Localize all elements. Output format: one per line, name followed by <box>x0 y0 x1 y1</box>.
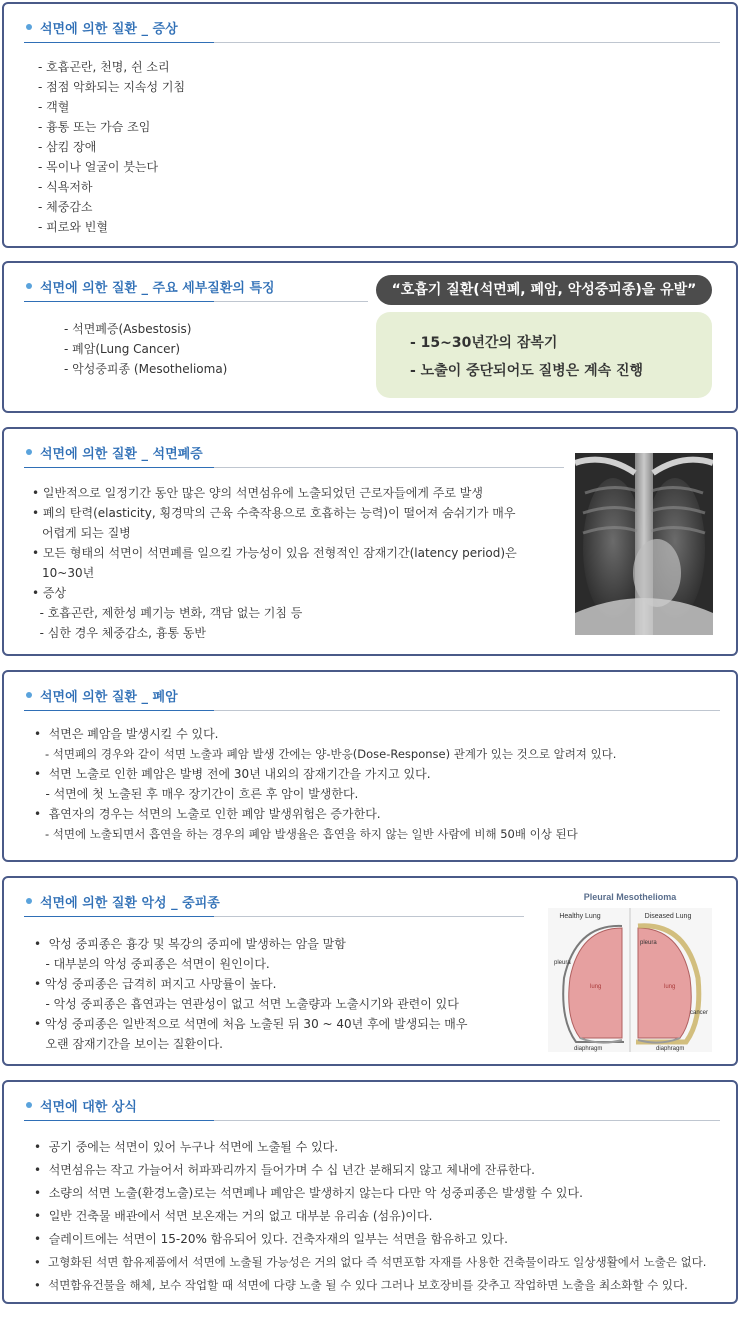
title-underline <box>24 301 368 302</box>
section-title: 석면에 의한 질환 _ 주요 세부질환의 특징 <box>40 281 275 296</box>
list-item: • 석면 노출로 인한 폐암은 발병 전에 30년 내외의 잠재기간을 가지고 있다. <box>34 767 431 781</box>
list-item: - 식욕저하 <box>38 180 93 194</box>
list-item: • 일반 건축물 배관에서 석면 보온재는 거의 없고 대부분 유리솜 (섬유)이다. <box>34 1209 433 1223</box>
bullet-dot-icon <box>26 1102 32 1108</box>
list-item: - 석면폐증(Asbestosis) <box>64 322 192 336</box>
list-item: • 공기 중에는 석면이 있어 누구나 석면에 노출될 수 있다. <box>34 1140 339 1154</box>
lung-cancer-list <box>34 724 724 844</box>
list-item: 오랜 잠재기간을 보이는 질환이다. <box>34 1037 223 1051</box>
latency-box <box>376 312 712 398</box>
list-item: - 목이나 얼굴이 붓는다 <box>38 160 159 174</box>
list-item: • 악성 중피종은 흉강 및 복강의 중피에 발생하는 암을 말함 <box>34 937 346 951</box>
diseased-label: Diseased Lung <box>644 913 692 920</box>
list-item: - 삼킴 장애 <box>38 140 97 154</box>
list-item: • 폐의 탄력(elasticity, 횡경막의 근육 수축작용으로 호흡하는 능력)이 떨어져 숨쉬기가 매우 어렵게 되는 질병 <box>32 506 516 540</box>
knowledge-panel <box>2 1080 738 1304</box>
bullet-dot-icon <box>26 449 32 455</box>
title-underline <box>24 467 564 468</box>
list-item: - 호흡곤란, 제한성 폐기능 변화, 객담 없는 기침 등 <box>32 606 303 620</box>
lung-label: lung <box>664 984 676 990</box>
list-item: - 심한 경우 체중감소, 흉통 동반 <box>32 626 206 640</box>
pleura-label: pleura <box>640 940 657 946</box>
diaphragm-label: diaphragm <box>656 1046 685 1052</box>
list-item: • 모든 형태의 석면이 석면폐를 일으킬 가능성이 있음 전형적인 잠재기간(latency period)은 10~30년 <box>32 546 517 580</box>
list-item: • 슬레이트에는 석면이 15-20% 함유되어 있다. 건축자재의 일부는 석면을 함유하고 있다. <box>34 1232 508 1246</box>
title-underline <box>24 916 524 917</box>
list-item: • 일반적으로 일정기간 동안 많은 양의 석면섬유에 노출되었던 근로자들에게 주로 발생 <box>32 486 483 500</box>
list-item: • 흡연자의 경우는 석면의 노출로 인한 폐암 발생위험은 증가한다. <box>34 807 381 821</box>
box-line: - 15~30년간의 잠복기 <box>410 335 558 351</box>
healthy-label: Healthy Lung <box>559 913 601 920</box>
mesothelioma-list <box>34 934 534 1054</box>
section-title: 석면에 의한 질환 악성 _ 중피종 <box>40 896 220 911</box>
list-item: - 악성 중피종은 흡연과는 연관성이 없고 석면 노출량과 노출시기와 관련이 있다 <box>34 997 459 1011</box>
list-item: • 석면함유건물을 해체, 보수 작업할 때 석면에 다량 노출 될 수 있다 그러나 보호장비를 갖추고 작업하면 노출을 최소화할 수 있다. <box>34 1278 688 1292</box>
list-item: - 호흡곤란, 천명, 쉰 소리 <box>38 60 170 74</box>
quote-banner: “호흡기 질환(석면폐, 폐암, 악성중피종)을 유발” <box>376 275 712 305</box>
section-title: 석면에 의한 질환 _ 증상 <box>40 22 178 37</box>
diaphragm-label: diaphragm <box>574 1046 603 1052</box>
list-item: • 석면섬유는 작고 가늘어서 허파꽈리까지 들어가며 수 십 년간 분해되지 않고 체내에 잔류한다. <box>34 1163 535 1177</box>
list-item: - 체중감소 <box>38 200 93 214</box>
list-item: - 악성중피종 (Mesothelioma) <box>64 362 228 376</box>
title-underline <box>24 1120 720 1121</box>
asbestosis-list <box>32 483 562 643</box>
bullet-dot-icon <box>26 283 32 289</box>
disease-list <box>64 319 227 379</box>
title-underline <box>24 42 720 43</box>
cancer-label: cancer <box>690 1010 709 1016</box>
mesothelioma-diagram <box>540 888 720 1054</box>
list-item: - 객혈 <box>38 100 70 114</box>
lung-cancer-panel <box>2 670 738 862</box>
lung-label: lung <box>590 984 602 990</box>
list-item: - 대부분의 악성 중피종은 석면이 원인이다. <box>34 957 270 971</box>
list-item: - 석면폐의 경우와 같이 석면 노출과 폐암 발생 간에는 양-반응(Dose-Response) 관계가 있는 것으로 알려져 있다. <box>34 747 617 761</box>
list-item: - 폐암(Lung Cancer) <box>64 342 181 356</box>
list-item: - 석면에 첫 노출된 후 매우 장기간이 흐른 후 암이 발생한다. <box>34 787 359 801</box>
bullet-dot-icon <box>26 898 32 904</box>
list-item: • 증상 <box>32 586 67 600</box>
section-title: 석면에 의한 질환 _ 폐암 <box>40 690 178 705</box>
box-line: - 노출이 중단되어도 질병은 계속 진행 <box>410 363 644 379</box>
symptom-list <box>38 57 185 237</box>
list-item: • 악성 중피종은 급격히 퍼지고 사망률이 높다. <box>34 977 277 991</box>
bullet-dot-icon <box>26 24 32 30</box>
diagram-title: Pleural Mesothelioma <box>583 892 677 902</box>
list-item: • 소량의 석면 노출(환경노출)로는 석면폐나 폐암은 발생하지 않는다 다만 악 성중피종은 발생할 수 있다. <box>34 1186 583 1200</box>
pleura-label: pleura <box>554 960 571 966</box>
section-title: 석면에 대한 상식 <box>40 1100 137 1115</box>
list-item: • 고형화된 석면 함유제품에서 석면에 노출될 가능성은 거의 없다 즉 석면포함 자재를 사용한 건축물이라도 일상생활에서 노출은 없다. <box>34 1255 707 1269</box>
bullet-dot-icon <box>26 692 32 698</box>
list-item: - 피로와 빈혈 <box>38 220 108 234</box>
symptoms-panel <box>2 2 738 248</box>
list-item: - 석면에 노출되면서 흡연을 하는 경우의 폐암 발생율은 흡연을 하지 않는 일반 사람에 비해 50배 이상 된다 <box>34 827 578 841</box>
knowledge-list <box>34 1136 730 1297</box>
list-item: • 악성 중피종은 일반적으로 석면에 처음 노출된 뒤 30 ~ 40년 후에 발생되는 매우 <box>34 1017 468 1031</box>
list-item: - 점점 악화되는 지속성 기침 <box>38 80 186 94</box>
section-title: 석면에 의한 질환 _ 석면폐증 <box>40 447 203 462</box>
chest-xray-image <box>575 453 713 635</box>
list-item: • 석면은 폐암을 발생시킬 수 있다. <box>34 727 219 741</box>
title-underline <box>24 710 720 711</box>
list-item: - 흉통 또는 가슴 조임 <box>38 120 151 134</box>
